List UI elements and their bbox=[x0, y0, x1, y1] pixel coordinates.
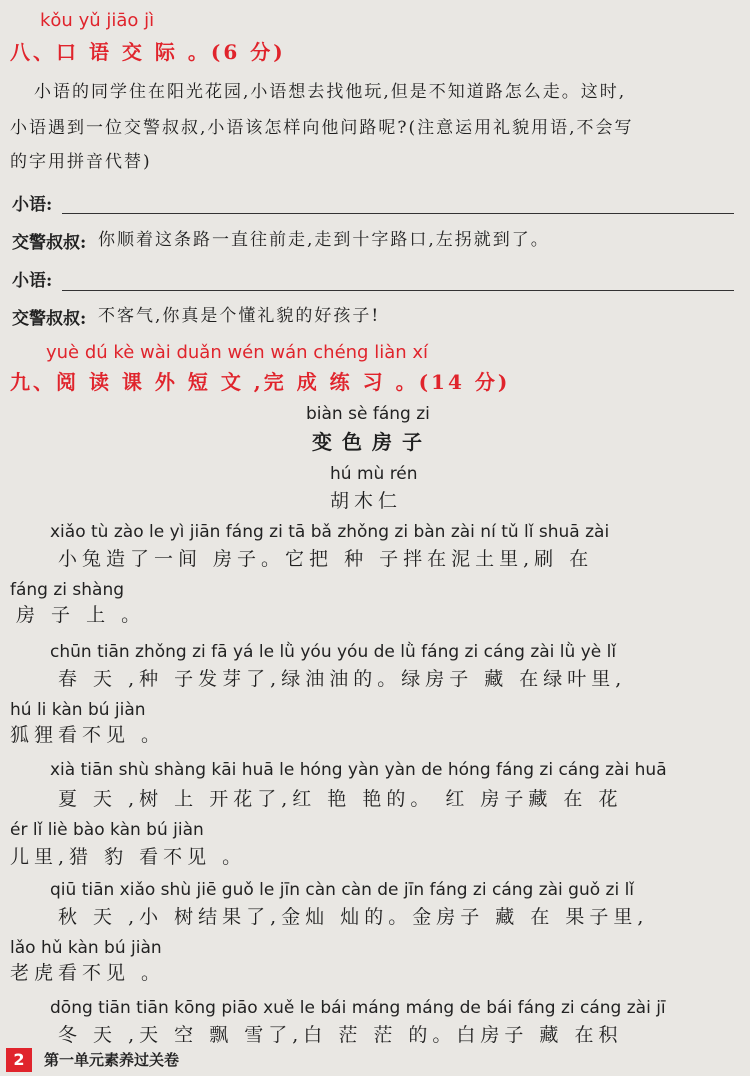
story-line-4-hanzi: 狐狸看不见 。 bbox=[10, 724, 166, 746]
story-line-7-pinyin: qiū tiān xiǎo shù jiē guǒ le jīn càn càn de jīn fáng zi cáng zài guǒ zi lǐ bbox=[50, 880, 635, 900]
story-line-4-pinyin: hú li kàn bú jiàn bbox=[10, 700, 146, 720]
story-line-6-pinyin: ér lǐ liè bào kàn bú jiàn bbox=[10, 820, 204, 840]
dialogue-speaker-police-2: 交警叔叔: bbox=[12, 309, 87, 329]
section8-intro-line3: 的字用拼音代替) bbox=[10, 152, 152, 172]
story-line-3-pinyin: chūn tiān zhǒng zi fā yá le lǜ yóu yóu de lǜ fáng zi cáng zài lǜ yè lǐ bbox=[50, 642, 617, 662]
story-line-2-pinyin: fáng zi shàng bbox=[10, 580, 125, 600]
section8-intro-line2: 小语遇到一位交警叔叔,小语该怎样向他问路呢?(注意运用礼貌用语,不会写 bbox=[10, 118, 634, 138]
dialogue-speaker-police-1: 交警叔叔: bbox=[12, 233, 87, 253]
section9-heading: 九、阅 读 课 外 短 文 ,完 成 练 习 。(14 分) bbox=[10, 370, 511, 394]
dialogue-speaker-xiaoyu-1: 小语: bbox=[12, 195, 53, 215]
story-line-5-pinyin: xià tiān shù shàng kāi huā le hóng yàn yàn de hóng fáng zi cáng zài huā bbox=[50, 760, 667, 780]
dialogue-speaker-xiaoyu-2: 小语: bbox=[12, 271, 53, 291]
story-line-1-pinyin: xiǎo tù zào le yì jiān fáng zi tā bǎ zhǒng zi bàn zài ní tǔ lǐ shuā zài bbox=[50, 522, 610, 542]
story-line-3-hanzi: 春 天 ,种 子发芽了,绿油油的。绿房子 藏 在绿叶里, bbox=[58, 668, 627, 690]
story-author: 胡木仁 bbox=[330, 490, 403, 512]
section9-pinyin: yuè dú kè wài duǎn wén wán chéng liàn xí bbox=[46, 342, 429, 363]
story-line-6-hanzi: 儿里,猎 豹 看不见 。 bbox=[10, 846, 247, 868]
section8-heading: 八、口 语 交 际 。(6 分) bbox=[10, 40, 286, 64]
story-line-8-pinyin: lǎo hǔ kàn bú jiàn bbox=[10, 938, 162, 958]
answer-line-1[interactable] bbox=[62, 213, 734, 214]
story-line-9-hanzi: 冬 天 ,天 空 飘 雪了,白 茫 茫 的。白房子 藏 在积 bbox=[58, 1024, 623, 1046]
story-line-1-hanzi: 小兔造了一间 房子。它把 种 子拌在泥土里,刷 在 bbox=[58, 548, 594, 570]
story-title: 变色房子 bbox=[312, 430, 432, 454]
answer-line-2[interactable] bbox=[62, 290, 734, 291]
page-footer bbox=[0, 1046, 750, 1076]
story-author-pinyin: hú mù rén bbox=[330, 464, 418, 484]
page-number: 2 bbox=[6, 1048, 32, 1072]
dialogue-text-police-2: 不客气,你真是个懂礼貌的好孩子! bbox=[98, 306, 381, 326]
story-line-2-hanzi: 房 子 上 。 bbox=[16, 604, 146, 626]
story-line-9-pinyin: dōng tiān tiān kōng piāo xuě le bái máng máng de bái fáng zi cáng zài jī bbox=[50, 998, 666, 1018]
section8-pinyin: kǒu yǔ jiāo jì bbox=[40, 10, 155, 31]
story-line-8-hanzi: 老虎看不见 。 bbox=[10, 962, 166, 984]
dialogue-text-police-1: 你顺着这条路一直往前走,走到十字路口,左拐就到了。 bbox=[98, 230, 550, 250]
story-title-pinyin: biàn sè fáng zi bbox=[306, 404, 430, 424]
footer-title: 第一单元素养过关卷 bbox=[44, 1051, 180, 1069]
section8-intro-line1: 小语的同学住在阳光花园,小语想去找他玩,但是不知道路怎么走。这时, bbox=[34, 82, 627, 102]
story-line-7-hanzi: 秋 天 ,小 树结果了,金灿 灿的。金房子 藏 在 果子里, bbox=[58, 906, 649, 928]
story-line-5-hanzi: 夏 天 ,树 上 开花了,红 艳 艳的。 红 房子藏 在 花 bbox=[58, 788, 623, 810]
